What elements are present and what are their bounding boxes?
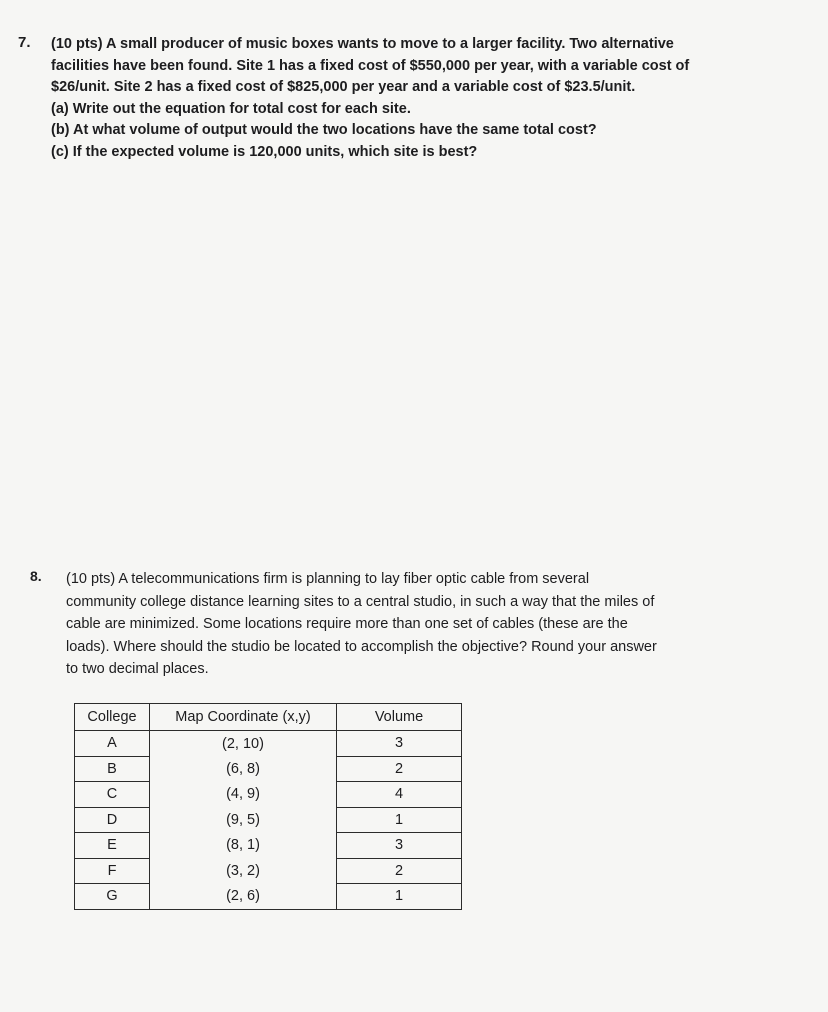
- column-header-coordinate: Map Coordinate (x,y): [150, 704, 337, 731]
- table-row: [75, 884, 462, 910]
- question-8-line: community college distance learning sites to a central studio, in such a way that the miles of: [66, 593, 655, 610]
- college-cell: F: [75, 858, 150, 884]
- coordinate-cell: (6, 8): [150, 756, 337, 782]
- college-cell: A: [75, 731, 150, 757]
- question-7-part-b: (b) At what volume of output would the two locations have the same total cost?: [51, 122, 597, 138]
- question-7-line: facilities have been found. Site 1 has a fixed cost of $550,000 per year, with a variable cost of: [51, 57, 690, 74]
- college-cell: D: [75, 807, 150, 833]
- table-row: [75, 731, 462, 757]
- college-cell: B: [75, 756, 150, 782]
- question-7-part-c: (c) If the expected volume is 120,000 units, which site is best?: [51, 143, 478, 160]
- table-row: [75, 833, 462, 859]
- volume-cell: 2: [337, 756, 462, 782]
- volume-cell: 2: [337, 858, 462, 884]
- question-7-line: (10 pts) A small producer of music boxes wants to move to a larger facility. Two alternative: [51, 36, 674, 52]
- column-header-college: College: [75, 704, 150, 731]
- coordinate-cell: (9, 5): [150, 807, 337, 833]
- college-cell: C: [75, 782, 150, 808]
- coordinate-cell: (4, 9): [150, 782, 337, 808]
- table-row: [75, 782, 462, 808]
- coordinate-cell: (2, 6): [150, 884, 337, 910]
- coordinate-cell: (2, 10): [150, 731, 337, 757]
- column-header-volume: Volume: [337, 704, 462, 731]
- volume-cell: 1: [337, 884, 462, 910]
- question-8-number: 8.: [30, 568, 42, 584]
- question-8-line: loads). Where should the studio be located to accomplish the objective? Round your answer: [66, 638, 657, 655]
- volume-cell: 3: [337, 731, 462, 757]
- question-8-line: (10 pts) A telecommunications firm is planning to lay fiber optic cable from several: [66, 571, 590, 587]
- volume-cell: 1: [337, 807, 462, 833]
- question-7-number: 7.: [18, 34, 31, 51]
- table-row: [75, 756, 462, 782]
- college-cell: E: [75, 833, 150, 859]
- college-location-table: [74, 703, 462, 910]
- volume-cell: 4: [337, 782, 462, 808]
- coordinate-cell: (3, 2): [150, 858, 337, 884]
- question-8-line: to two decimal places.: [66, 661, 209, 677]
- question-7-part-a: (a) Write out the equation for total cost for each site.: [51, 100, 411, 117]
- coordinate-cell: (8, 1): [150, 833, 337, 859]
- table-row: [75, 858, 462, 884]
- question-7-line: $26/unit. Site 2 has a fixed cost of $825,000 per year and a variable cost of $23.5/unit.: [51, 79, 636, 95]
- college-cell: G: [75, 884, 150, 910]
- question-8-text: [66, 568, 806, 681]
- question-7-text: [51, 34, 821, 163]
- question-8-line: cable are minimized. Some locations require more than one set of cables (these are the: [66, 616, 628, 632]
- volume-cell: 3: [337, 833, 462, 859]
- table-row: [75, 807, 462, 833]
- table-header-row: [75, 704, 462, 731]
